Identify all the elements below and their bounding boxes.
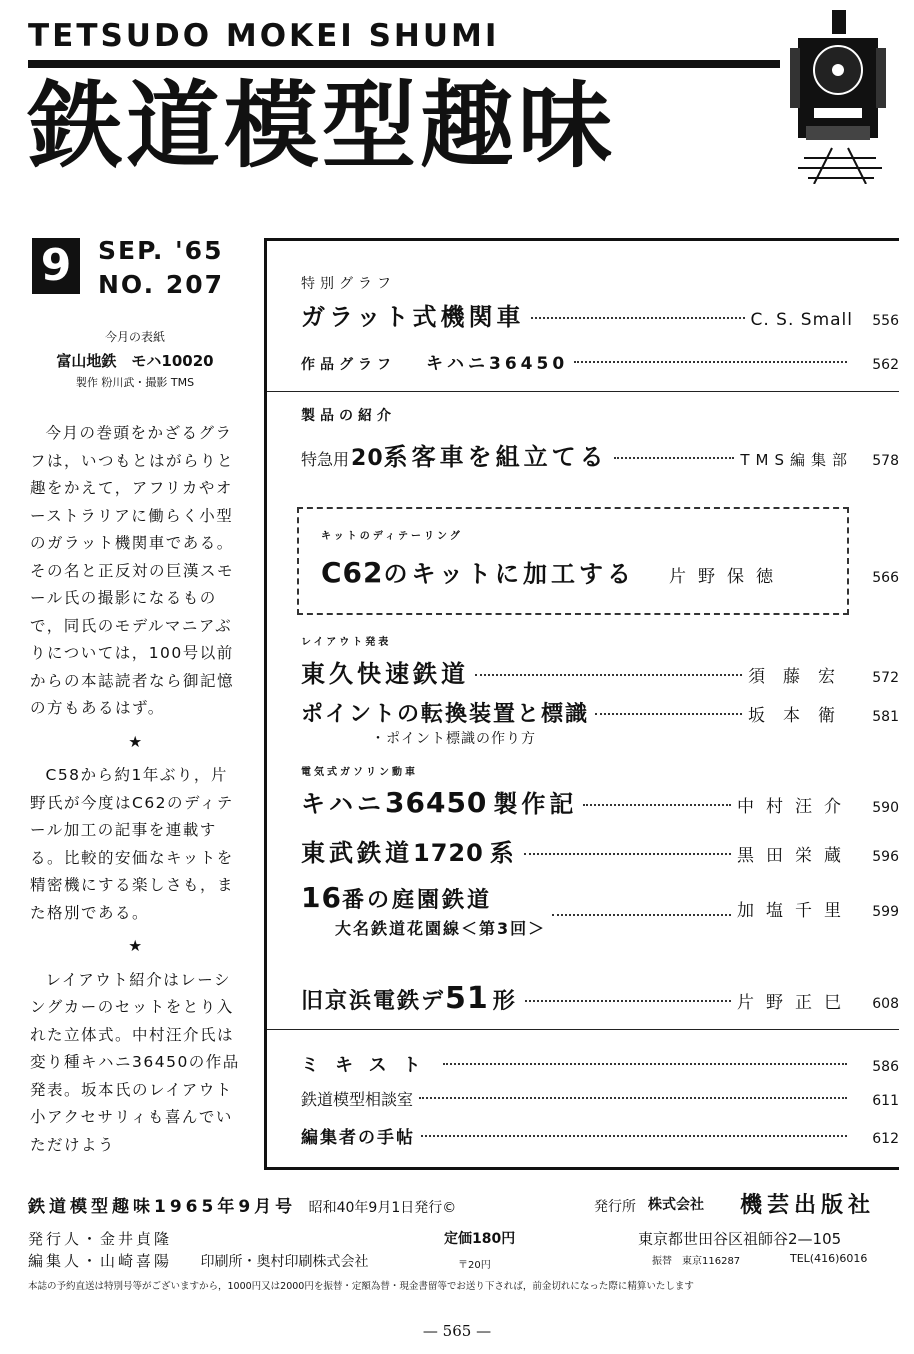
toc-title-prefix: 東武鉄道 [301, 839, 413, 867]
toc-leader [552, 914, 731, 916]
masthead-rule [28, 60, 780, 68]
imprint-editor: 編集人・山崎喜陽 [28, 1252, 173, 1270]
imprint-printer: 印刷所・奥村印刷株式会社 [200, 1254, 369, 1270]
toc-page: 612 [872, 1131, 899, 1147]
imprint-price: 定価180円 [444, 1231, 516, 1247]
toc-author: 加塩千里 [737, 901, 853, 921]
sidebar-paragraph: C58から約1年ぶり，片野氏が今度はC62のディテール加工の記事を連載する。比較的安価なキットを精密機にする楽しさも，また格別である。 [30, 766, 235, 922]
toc-title: 編集者の手帖 [301, 1128, 415, 1148]
toc-leader [421, 1135, 847, 1137]
toc-entry[interactable] [301, 405, 899, 472]
toc-title: キハニ36450 [426, 354, 569, 374]
cover-heading: 今月の表紙 [104, 330, 165, 344]
toc-title: 系 [489, 839, 518, 867]
masthead-romaji: TETSUDO MOKEI SHUMI [28, 18, 500, 54]
toc-page: 562 [872, 357, 899, 373]
cover-credit: 製作 粉川武・撮影 TMS [75, 376, 195, 389]
section-divider [267, 1029, 899, 1030]
imprint-magazine: 鉄道模型趣味1965年9月号 [28, 1197, 297, 1217]
toc-page: 572 [872, 670, 899, 686]
toc-entry[interactable] [301, 881, 899, 939]
table-of-contents [264, 238, 899, 1170]
toc-subtitle: 大名鉄道花園線＜第3回＞ [335, 919, 547, 938]
toc-entry[interactable] [301, 1087, 899, 1110]
steam-locomotive-icon [784, 8, 896, 184]
toc-entry[interactable] [301, 697, 899, 748]
toc-author: C. S. Small [750, 310, 853, 330]
toc-page: 566 [872, 570, 899, 586]
toc-title-prefix: 特急用 [301, 450, 350, 469]
toc-author: 中村汪介 [737, 797, 853, 817]
toc-title-number: 20 [351, 446, 384, 471]
toc-page: 586 [872, 1059, 899, 1075]
toc-entry[interactable] [301, 349, 899, 374]
sidebar-notes [30, 420, 242, 1159]
imprint-line-2 [28, 1228, 900, 1249]
toc-page: 596 [872, 849, 899, 865]
publisher-name: 機芸出版社 [740, 1193, 876, 1218]
toc-author: TMS編集部 [740, 451, 853, 469]
imprint-postage: 〒20円 [458, 1260, 491, 1271]
toc-title: 製作記 [493, 790, 578, 818]
toc-leader [525, 1000, 731, 1002]
toc-leader [475, 674, 742, 676]
imprint-issuer: 発行人・金井貞隆 [28, 1230, 173, 1248]
toc-page: 556 [872, 313, 899, 329]
toc-author: 片野正巳 [737, 993, 853, 1013]
toc-author: 須藤宏 [748, 667, 853, 687]
toc-category: 作品グラフ [301, 357, 396, 373]
issue-serial: NO. 207 [98, 270, 225, 299]
toc-entry[interactable] [301, 1051, 899, 1077]
toc-entry[interactable] [301, 633, 899, 689]
toc-entry[interactable] [301, 527, 899, 589]
masthead-title: 鉄道模型趣味 [28, 72, 617, 181]
toc-page: 578 [872, 453, 899, 469]
issue-number: 9 [32, 238, 80, 294]
toc-title: ガラット式機関車 [301, 303, 525, 331]
toc-category: 電気式ガソリン動車 [301, 767, 418, 778]
sidebar-paragraph: 今月の巻頭をかざるグラフは，いつもとはがらりと趣をかえて，アフリカやオーストラリアに働らく小型のガラット機関車である。その名と正反対の巨漢スモール氏の撮影になるもので，同氏のモデルマニアぶりについては，100号以前からの本誌読者なら御記憶の方もあるはず。 [30, 424, 235, 717]
publisher-tel: TEL(416)6016 [790, 1252, 868, 1265]
sidebar-paragraph: レイアウト紹介はレーシングカーのセットをとり入れた立体式。中村汪介氏は変り種キハニ36450の作品発表。坂本氏のレイアウト小アクセサリィも喜んでいただけよう [30, 970, 240, 1154]
toc-author: 黒田栄蔵 [737, 846, 853, 866]
toc-page: 590 [872, 800, 899, 816]
toc-category: キットのディテーリング [321, 531, 463, 542]
toc-page: 608 [872, 996, 899, 1012]
toc-title: ミキスト [301, 1055, 437, 1076]
toc-title: 番の庭園鉄道 [341, 888, 492, 913]
star-separator: ★ [128, 937, 144, 955]
toc-title: 形 [492, 989, 519, 1014]
cover-title: 富山地鉄 モハ10020 [56, 352, 214, 370]
toc-leader [583, 804, 731, 806]
toc-title-prefix: キハニ [301, 790, 385, 818]
page-number: — 565 — [422, 1322, 492, 1340]
toc-title-prefix: 旧京浜電鉄デ [301, 989, 446, 1014]
toc-page: 599 [872, 904, 899, 920]
toc-entry[interactable] [301, 981, 899, 1016]
toc-category: 製品の紹介 [301, 408, 396, 424]
toc-leader [574, 361, 847, 363]
toc-title: 鉄道模型相談室 [301, 1090, 414, 1109]
toc-author: 坂本衛 [748, 706, 853, 726]
toc-entry[interactable] [301, 1123, 899, 1148]
toc-page: 611 [872, 1093, 899, 1109]
publisher-type: 株式会社 [648, 1197, 704, 1213]
toc-title-number: 1720 [413, 839, 484, 867]
toc-page: 581 [872, 709, 899, 725]
toc-entry[interactable] [301, 763, 899, 819]
toc-leader [531, 317, 745, 319]
toc-category: 特別グラフ [301, 276, 396, 292]
toc-title: 系客車を組立てる [383, 443, 608, 471]
section-divider [267, 391, 899, 392]
toc-title-number: C62 [321, 556, 384, 589]
toc-title: ポイントの転換装置と標識 [301, 702, 590, 727]
publisher-label: 発行所 [594, 1199, 636, 1215]
toc-subtitle: ・ポイント標識の作り方 [371, 731, 536, 747]
toc-leader [524, 853, 731, 855]
toc-leader [419, 1097, 847, 1099]
toc-category: レイアウト発表 [301, 637, 392, 648]
toc-entry[interactable] [301, 833, 899, 868]
toc-title-number: 36450 [385, 786, 488, 819]
imprint-line-1 [28, 1192, 900, 1217]
toc-entry[interactable] [301, 273, 899, 332]
imprint-note: 本誌の予約直送は特別号等がございますから，1000円又は2000円を振替・定額為替・現金書留等でお送り下されば，前金切れになった際に精算いたします [28, 1281, 694, 1292]
star-separator: ★ [128, 732, 144, 751]
publisher-transfer: 振替 東京116287 [652, 1256, 741, 1267]
toc-title: のキットに加工する [383, 560, 636, 588]
imprint-issued: 昭和40年9月1日発行© [308, 1200, 457, 1216]
toc-leader [614, 457, 735, 459]
toc-leader [443, 1063, 847, 1065]
toc-author: 片野保徳 [669, 567, 786, 587]
issue-date: SEP. '65 [98, 236, 224, 265]
toc-title: 東久快速鉄道 [301, 660, 469, 688]
toc-title-number: 16 [301, 881, 342, 914]
toc-leader [595, 713, 742, 715]
imprint-line-3 [28, 1250, 900, 1271]
publisher-address: 東京都世田谷区祖師谷2—105 [638, 1230, 842, 1248]
toc-title-number: 51 [445, 981, 489, 1016]
